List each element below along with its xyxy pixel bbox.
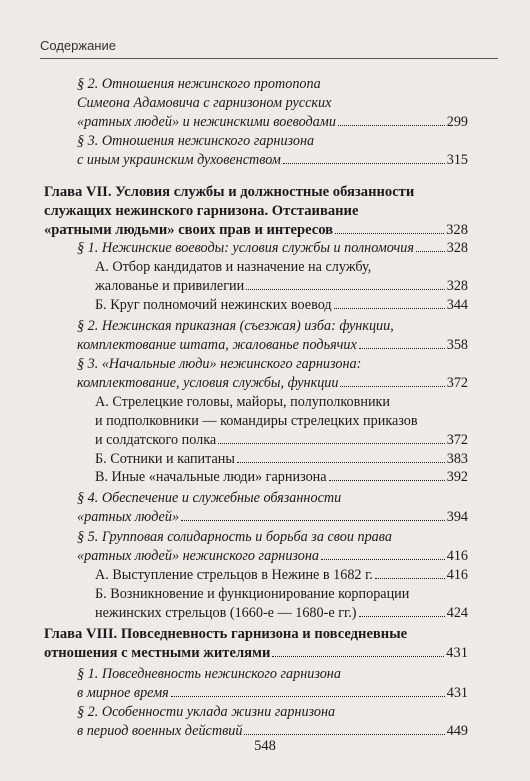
toc-page-number: 328 [446, 240, 468, 256]
dot-leader [335, 222, 444, 234]
toc-page-number: 394 [446, 509, 468, 525]
toc-page-number: 431 [446, 685, 468, 701]
toc-entry-sub-line: А. Отбор кандидатов и назначение на службу, [95, 259, 372, 275]
toc-entry-sec-line [77, 509, 468, 526]
toc-page-number: 449 [446, 723, 468, 739]
toc-entry-title: отношения с местными жителями [44, 645, 271, 661]
toc-entry-title: В. Иные «начальные люди» гарнизона [95, 469, 327, 485]
dot-leader [246, 278, 445, 290]
toc-entry-sec-line: § 2. Нежинская приказная (съезжая) изба: функции, [77, 318, 394, 334]
toc-page-number: 358 [446, 337, 468, 353]
dot-leader [329, 469, 445, 481]
toc-entry-sub-line: А. Стрелецкие головы, майоры, полуполковники [95, 394, 391, 410]
dot-leader [283, 152, 445, 164]
toc-entry-title: с иным украинским духовенством [77, 152, 281, 168]
dot-leader [416, 240, 445, 252]
toc-entry-chap-line: Глава VIII. Повседневность гарнизона и повседневные [44, 626, 408, 642]
dot-leader [375, 567, 445, 579]
dot-leader [334, 297, 445, 309]
toc-entry-title: «ратными людьми» своих прав и интересов [44, 222, 334, 238]
header-rule [40, 58, 498, 59]
toc-entry-title: Б. Круг полномочий нежинских воевод [95, 297, 332, 313]
dot-leader [340, 375, 444, 387]
dot-leader [237, 451, 445, 463]
toc-page-number: 328 [446, 278, 468, 294]
toc-entry-sec-line: § 2. Отношения нежинского протопопа [77, 76, 321, 92]
toc-entry-title: нежинских стрельцов (1660-е — 1680-е гг.) [95, 605, 357, 621]
toc-entry-title: А. Выступление стрельцов в Нежине в 1682 г. [95, 567, 373, 583]
toc-page-number: 416 [446, 567, 468, 583]
toc-entry-title: комплектование, условия службы, функции [77, 375, 339, 391]
toc-entry-title: Б. Сотники и капитаны [95, 451, 235, 467]
toc-entry-title: «ратных людей» [77, 509, 180, 525]
dot-leader [272, 645, 444, 657]
toc-entry-title: в мирное время [77, 685, 169, 701]
toc-entry-sub-line: и подполковники — командиры стрелецких приказов [95, 413, 418, 429]
toc-entry-sub-line [95, 605, 468, 622]
toc-entry-title: жалованье и привилегии [95, 278, 245, 294]
toc-page-number: 383 [446, 451, 468, 467]
toc-page-number: 416 [446, 548, 468, 564]
toc-entry-sec-line [77, 152, 468, 169]
toc-entry-sub-line [95, 297, 468, 314]
dot-leader [244, 723, 444, 735]
dot-leader [181, 509, 445, 521]
toc-entry-sec-line: § 4. Обеспечение и служебные обязанности [77, 490, 342, 506]
toc-entry-title: «ратных людей» и нежинскими воеводами [77, 114, 336, 130]
toc-entry-sec-line: § 3. Отношения нежинского гарнизона [77, 133, 315, 149]
toc-entry-chap-line: Глава VII. Условия службы и должностные обязанности [44, 184, 415, 200]
running-head: Содержание [40, 38, 116, 53]
page-number: 548 [254, 738, 276, 754]
toc-entry-sec-line [77, 114, 468, 131]
toc-entry-sub-line [95, 451, 468, 468]
toc-entry-title: § 1. Нежинские воеводы: условия службы и полномочия [77, 240, 414, 256]
toc-page-number: 372 [446, 375, 468, 391]
toc-entry-sec-line [77, 375, 468, 392]
toc-page-number: 431 [446, 645, 468, 661]
toc-entry-sub-line [95, 278, 468, 295]
toc-entry-chap-line [44, 645, 468, 662]
toc-entry-chap-line: служащих нежинского гарнизона. Отстаивание [44, 203, 359, 219]
toc-entry-sub-line: Б. Возникновение и функционирование корпорации [95, 586, 410, 602]
toc-page-number: 424 [446, 605, 468, 621]
toc-entry-sec-line [77, 337, 468, 354]
toc-entry-sub-line [95, 469, 468, 486]
toc-entry-sub-line [95, 567, 468, 584]
dot-leader [171, 685, 445, 697]
toc-entry-title: «ратных людей» нежинского гарнизона [77, 548, 319, 564]
dot-leader [359, 605, 445, 617]
toc-page-number: 299 [446, 114, 468, 130]
dot-leader [218, 432, 445, 444]
toc-entry-sec-line [77, 548, 468, 565]
toc-page-number: 328 [446, 222, 468, 238]
toc-entry-title: в период военных действий [77, 723, 243, 739]
toc-entry-title: и солдатского полка [95, 432, 217, 448]
dot-leader [338, 114, 445, 126]
toc-entry-sec-line: § 1. Повседневность нежинского гарнизона [77, 666, 341, 682]
toc-entry-sec-line: § 2. Особенности уклада жизни гарнизона [77, 704, 336, 720]
dot-leader [359, 337, 445, 349]
dot-leader [321, 548, 445, 560]
toc-page-number: 372 [446, 432, 468, 448]
toc-entry-chap-line [44, 222, 468, 239]
toc-page-number: 392 [446, 469, 468, 485]
toc-entry-sec-line [77, 685, 468, 702]
toc-entry-title: комплектование штата, жалованье подьячих [77, 337, 357, 353]
toc-entry-sec-line: § 3. «Начальные люди» нежинского гарнизона: [77, 356, 362, 372]
toc-page-number: 315 [446, 152, 468, 168]
toc-entry-sub-line [95, 432, 468, 449]
toc-entry-sec-line: § 5. Групповая солидарность и борьба за свои права [77, 529, 392, 545]
toc-entry-sec-line [77, 240, 468, 257]
toc-page-number: 344 [446, 297, 468, 313]
toc-entry-sec-line: Симеона Адамовича с гарнизоном русских [77, 95, 332, 111]
